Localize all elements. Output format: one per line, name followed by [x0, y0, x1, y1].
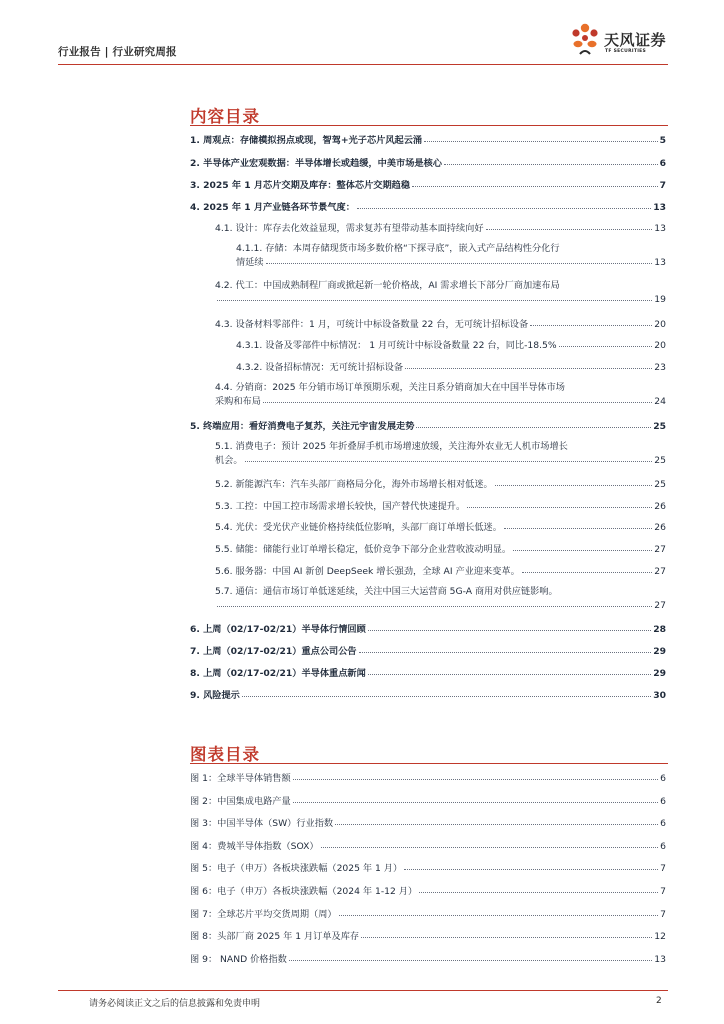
toc-entry-page: 25: [654, 479, 666, 490]
toc-entry-page: 13: [654, 257, 666, 268]
toc-entry-page: 25: [653, 421, 666, 432]
dot-leader: [424, 132, 658, 142]
figure-entry-title: 图 7：全球芯片平均交货周期（周）: [190, 908, 337, 920]
company-logo: [566, 20, 676, 60]
figure-entry[interactable]: [190, 839, 666, 853]
toc-entry-title: 4. 2025 年 1 月产业链各环节景气度：: [190, 202, 355, 213]
toc-entry-title: 6. 上周（02/17-02/21）半导体行情回顾: [190, 624, 366, 635]
toc-entry[interactable]: [236, 242, 666, 269]
dot-leader: [416, 418, 651, 428]
dot-leader: [266, 254, 653, 264]
toc-entry-page: 5: [659, 135, 666, 146]
figures-heading-rule: [190, 763, 668, 764]
toc-entry-title: 机会。: [215, 455, 243, 466]
toc-entry-page: 25: [654, 455, 666, 466]
page-number: 2: [656, 996, 662, 1006]
toc-entry[interactable]: [190, 688, 666, 702]
toc-entry[interactable]: [215, 221, 666, 235]
toc-entry-title: 4.3.1. 设备及零部件中标情况： 1 月可统计中标设备数量 22 台，同比-18.5%: [236, 340, 557, 351]
toc-entry-title: 5.3. 工控：中国工控市场需求增长较快，国产替代快速提升。: [215, 501, 466, 512]
toc-entry[interactable]: [236, 360, 666, 374]
toc-entry[interactable]: [215, 585, 666, 612]
toc-entry[interactable]: [215, 564, 666, 578]
figure-entry-page: 7: [660, 908, 666, 920]
figure-entry-page: 6: [660, 773, 666, 784]
toc-entry[interactable]: [190, 178, 666, 192]
toc-entry-title: 4.1.1. 存储：本周存储现货市场多数价格“下探寻底”，嵌入式产品结构性分化行: [236, 243, 560, 254]
toc-heading-rule: [190, 125, 668, 126]
report-type-label: 行业报告 | 行业研究周报: [58, 46, 177, 58]
figure-entry-title: 图 1：全球半导体销售额: [190, 773, 291, 784]
figure-entry-page: 7: [660, 863, 666, 875]
dot-leader: [513, 541, 652, 551]
dot-leader: [335, 815, 658, 825]
figure-entry-page: 6: [660, 795, 666, 807]
logo-chinese-name: 天风证券: [604, 31, 667, 49]
toc-entry-title: 5.5. 储能：储能行业订单增长稳定，低价竞争下部分企业营收波动明显。: [215, 544, 512, 555]
figure-entry-title: 图 3：中国半导体（SW）行业指数: [190, 818, 334, 830]
toc-entry[interactable]: [236, 338, 666, 352]
toc-entry[interactable]: [215, 440, 666, 467]
toc-entry-page: 26: [654, 501, 666, 512]
dot-leader: [368, 621, 651, 631]
dot-leader: [361, 928, 652, 938]
toc-entry[interactable]: [190, 419, 666, 433]
dot-leader: [444, 155, 658, 165]
figure-entry-title: 图 8：头部厂商 2025 年 1 月订单及库存: [190, 931, 360, 943]
dot-leader: [504, 519, 652, 529]
toc-entry-title: 4.4. 分销商：2025 年分销市场订单预期乐观，关注日系分销商加大在中国半导体市场: [215, 382, 565, 393]
dot-leader: [217, 597, 652, 607]
toc-entry-title: 5.7. 通信：通信市场订单低迷延续，关注中国三大运营商 5G-A 商用对供应链影响。: [215, 586, 558, 597]
figure-entry-page: 6: [660, 840, 666, 852]
figure-entry-page: 12: [654, 931, 666, 943]
toc-heading: 内容目录: [190, 107, 260, 126]
toc-entry[interactable]: [215, 520, 666, 534]
figure-entry-page: 13: [654, 953, 666, 965]
toc-entry[interactable]: [215, 499, 666, 513]
toc-entry[interactable]: [190, 156, 666, 170]
toc-entry[interactable]: [215, 381, 666, 408]
footer-divider: [58, 990, 668, 991]
dot-leader: [530, 316, 652, 326]
toc-entry[interactable]: [190, 133, 666, 147]
dot-leader: [486, 220, 653, 230]
toc-entry-page: 13: [654, 223, 666, 234]
dot-leader: [412, 177, 658, 187]
figure-entry-title: 图 6：电子（申万）各板块涨跌幅（2024 年 1-12 月）: [190, 886, 418, 897]
toc-entry-page: 30: [653, 690, 666, 701]
toc-entry-page: 26: [654, 522, 666, 533]
dot-leader: [289, 951, 652, 961]
dot-leader: [339, 906, 659, 916]
figure-entry-title: 图 4：费城半导体指数（SOX）: [190, 840, 319, 852]
page-header: [0, 0, 724, 70]
dot-leader: [263, 393, 652, 403]
toc-entry-title: 5.4. 光伏：受光伏产业链价格持续低位影响，头部厂商订单增长低迷。: [215, 522, 502, 533]
toc-entry-title: 7. 上周（02/17-02/21）重点公司公告: [190, 646, 357, 657]
figure-entry-title: 图 9： NAND 价格指数: [190, 953, 287, 965]
figure-entry[interactable]: [190, 952, 666, 966]
toc-entry-page: 13: [653, 202, 666, 213]
dot-leader: [419, 883, 658, 893]
flower-logo-icon: [566, 20, 604, 60]
figure-entry-title: 图 2：中国集成电路产量: [190, 795, 291, 807]
dot-leader: [293, 793, 659, 803]
toc-entry-title: 采购和布局: [215, 396, 261, 407]
figure-entry-title: 图 5：电子（申万）各板块涨跌幅（2025 年 1 月）: [190, 863, 403, 875]
toc-entry-page: 27: [654, 566, 666, 577]
figure-entry[interactable]: [190, 907, 666, 921]
toc-entry[interactable]: [190, 200, 666, 214]
toc-entry-title: 情延续: [236, 257, 264, 268]
toc-entry-page: 20: [654, 340, 666, 351]
figure-entry-page: 6: [660, 818, 666, 830]
dot-leader: [467, 498, 652, 508]
toc-entry-page: 28: [653, 624, 666, 635]
dot-leader: [293, 770, 659, 780]
toc-entry-page: 24: [654, 396, 666, 407]
dot-leader: [405, 359, 652, 369]
toc-entry-title: 4.1. 设计：库存去化效益显现，需求复苏有望带动基本面持续向好: [215, 223, 484, 234]
toc-entry-page: 23: [654, 362, 666, 373]
figure-entry[interactable]: [190, 794, 666, 808]
toc-entry-page: 7: [659, 180, 666, 191]
toc-entry-title: 1. 周观点：存储模拟拐点或现，智驾+光子芯片风起云涌: [190, 135, 423, 146]
toc-entry-title: 8. 上周（02/17-02/21）半导体重点新闻: [190, 668, 366, 679]
toc-entry-page: 19: [654, 294, 666, 305]
dot-leader: [495, 476, 653, 486]
dot-leader: [359, 643, 652, 653]
toc-entry-title: 4.2. 代工：中国成熟制程厂商或掀起新一轮价格战，AI 需求增长下部分厂商加速布局: [215, 280, 560, 291]
dot-leader: [217, 291, 652, 301]
toc-entry-page: 27: [654, 600, 666, 611]
figure-entry[interactable]: [190, 816, 666, 830]
toc-entry-page: 29: [653, 646, 666, 657]
dot-leader: [245, 452, 653, 462]
toc-entry-title: 4.3.2. 设备招标情况：无可统计招标设备: [236, 362, 404, 373]
toc-entry-page: 20: [654, 319, 666, 330]
dot-leader: [522, 563, 653, 573]
toc-entry[interactable]: [215, 279, 666, 306]
toc-entry-page: 6: [659, 158, 666, 169]
toc-entry[interactable]: [215, 542, 666, 556]
toc-entry-title: 4.3. 设备材料零部件：1 月，可统计中标设备数量 22 台，无可统计招标设备: [215, 319, 529, 330]
toc-entry[interactable]: [190, 644, 666, 658]
toc-entry-title: 3. 2025 年 1 月芯片交期及库存：整体芯片交期趋稳: [190, 180, 411, 191]
dot-leader: [404, 860, 658, 870]
disclaimer-text: 请务必阅读正文之后的信息披露和免责申明: [89, 999, 261, 1009]
toc-entry-title: 5.2. 新能源汽车：汽车头部厂商格局分化，海外市场增长相对低迷。: [215, 479, 493, 490]
toc-entry-title: 2. 半导体产业宏观数据：半导体增长或趋缓，中美市场是核心: [190, 158, 442, 169]
logo-english-name: TF SECURITIES: [605, 49, 647, 54]
toc-entry-title: 5. 终端应用：看好消费电子复苏，关注元宇宙发展走势: [190, 421, 415, 432]
toc-entry[interactable]: [190, 622, 666, 636]
figure-entry[interactable]: [190, 884, 666, 898]
toc-entry-page: 29: [653, 668, 666, 679]
toc-entry[interactable]: [215, 317, 666, 331]
dot-leader: [357, 199, 651, 209]
toc-entry-title: 5.6. 服务器：中国 AI 新创 DeepSeek 增长强劲，全球 AI 产业迎来变革。: [215, 566, 520, 577]
toc-entry-page: 27: [654, 544, 666, 555]
figure-entry[interactable]: [190, 771, 666, 785]
figure-entry-page: 7: [660, 886, 666, 897]
dot-leader: [242, 687, 651, 697]
header-divider: [58, 64, 668, 65]
figures-heading: 图表目录: [190, 745, 260, 764]
dot-leader: [368, 665, 651, 675]
toc-entry-title: 5.1. 消费电子：预计 2025 年折叠屏手机市场增速放缓，关注海外农业无人机市场增长: [215, 441, 568, 452]
toc-entry[interactable]: [215, 477, 666, 491]
figure-entry[interactable]: [190, 929, 666, 943]
toc-entry[interactable]: [190, 666, 666, 680]
toc-entry-title: 9. 风险提示: [190, 690, 240, 701]
dot-leader: [559, 337, 653, 347]
figure-entry[interactable]: [190, 861, 666, 875]
dot-leader: [321, 838, 659, 848]
